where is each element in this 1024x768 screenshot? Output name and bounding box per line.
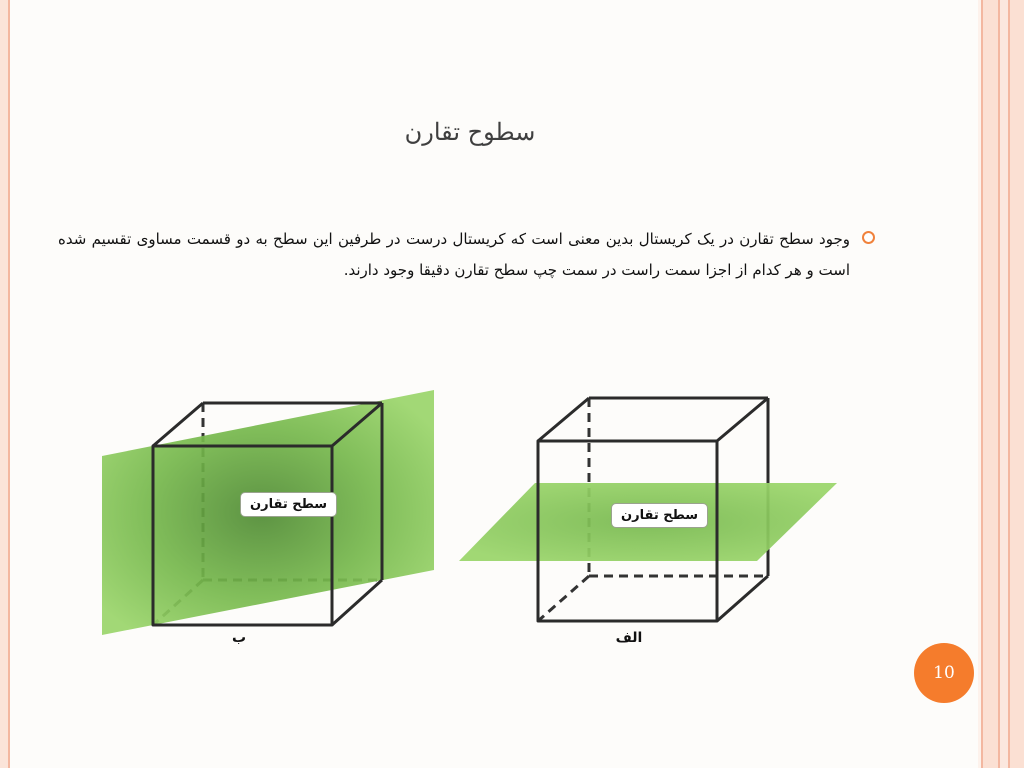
- page-number-badge: 10: [914, 643, 974, 703]
- bullet-text: وجود سطح تقارن در یک کریستال بدین معنی است که کریستال درست در طرفین این سطح به دو قسمت مساوی تقسیم شده است و هر کدام از اجزا سمت راست در سمت چپ سطح تقارن دقیقا وجود دارند.: [58, 230, 850, 279]
- right-cube-caption: الف: [615, 630, 643, 646]
- right-plane-label: سطح تقارن: [611, 503, 708, 528]
- left-frame-border: [0, 0, 10, 768]
- bullet-icon: [862, 231, 875, 244]
- right-frame-border: [978, 0, 1024, 768]
- slide-title: سطوح تقارن: [404, 118, 536, 146]
- left-plane-label: سطح تقارن: [240, 492, 337, 517]
- left-cube-caption: ب: [231, 630, 247, 646]
- symmetry-planes-figure: [92, 383, 852, 673]
